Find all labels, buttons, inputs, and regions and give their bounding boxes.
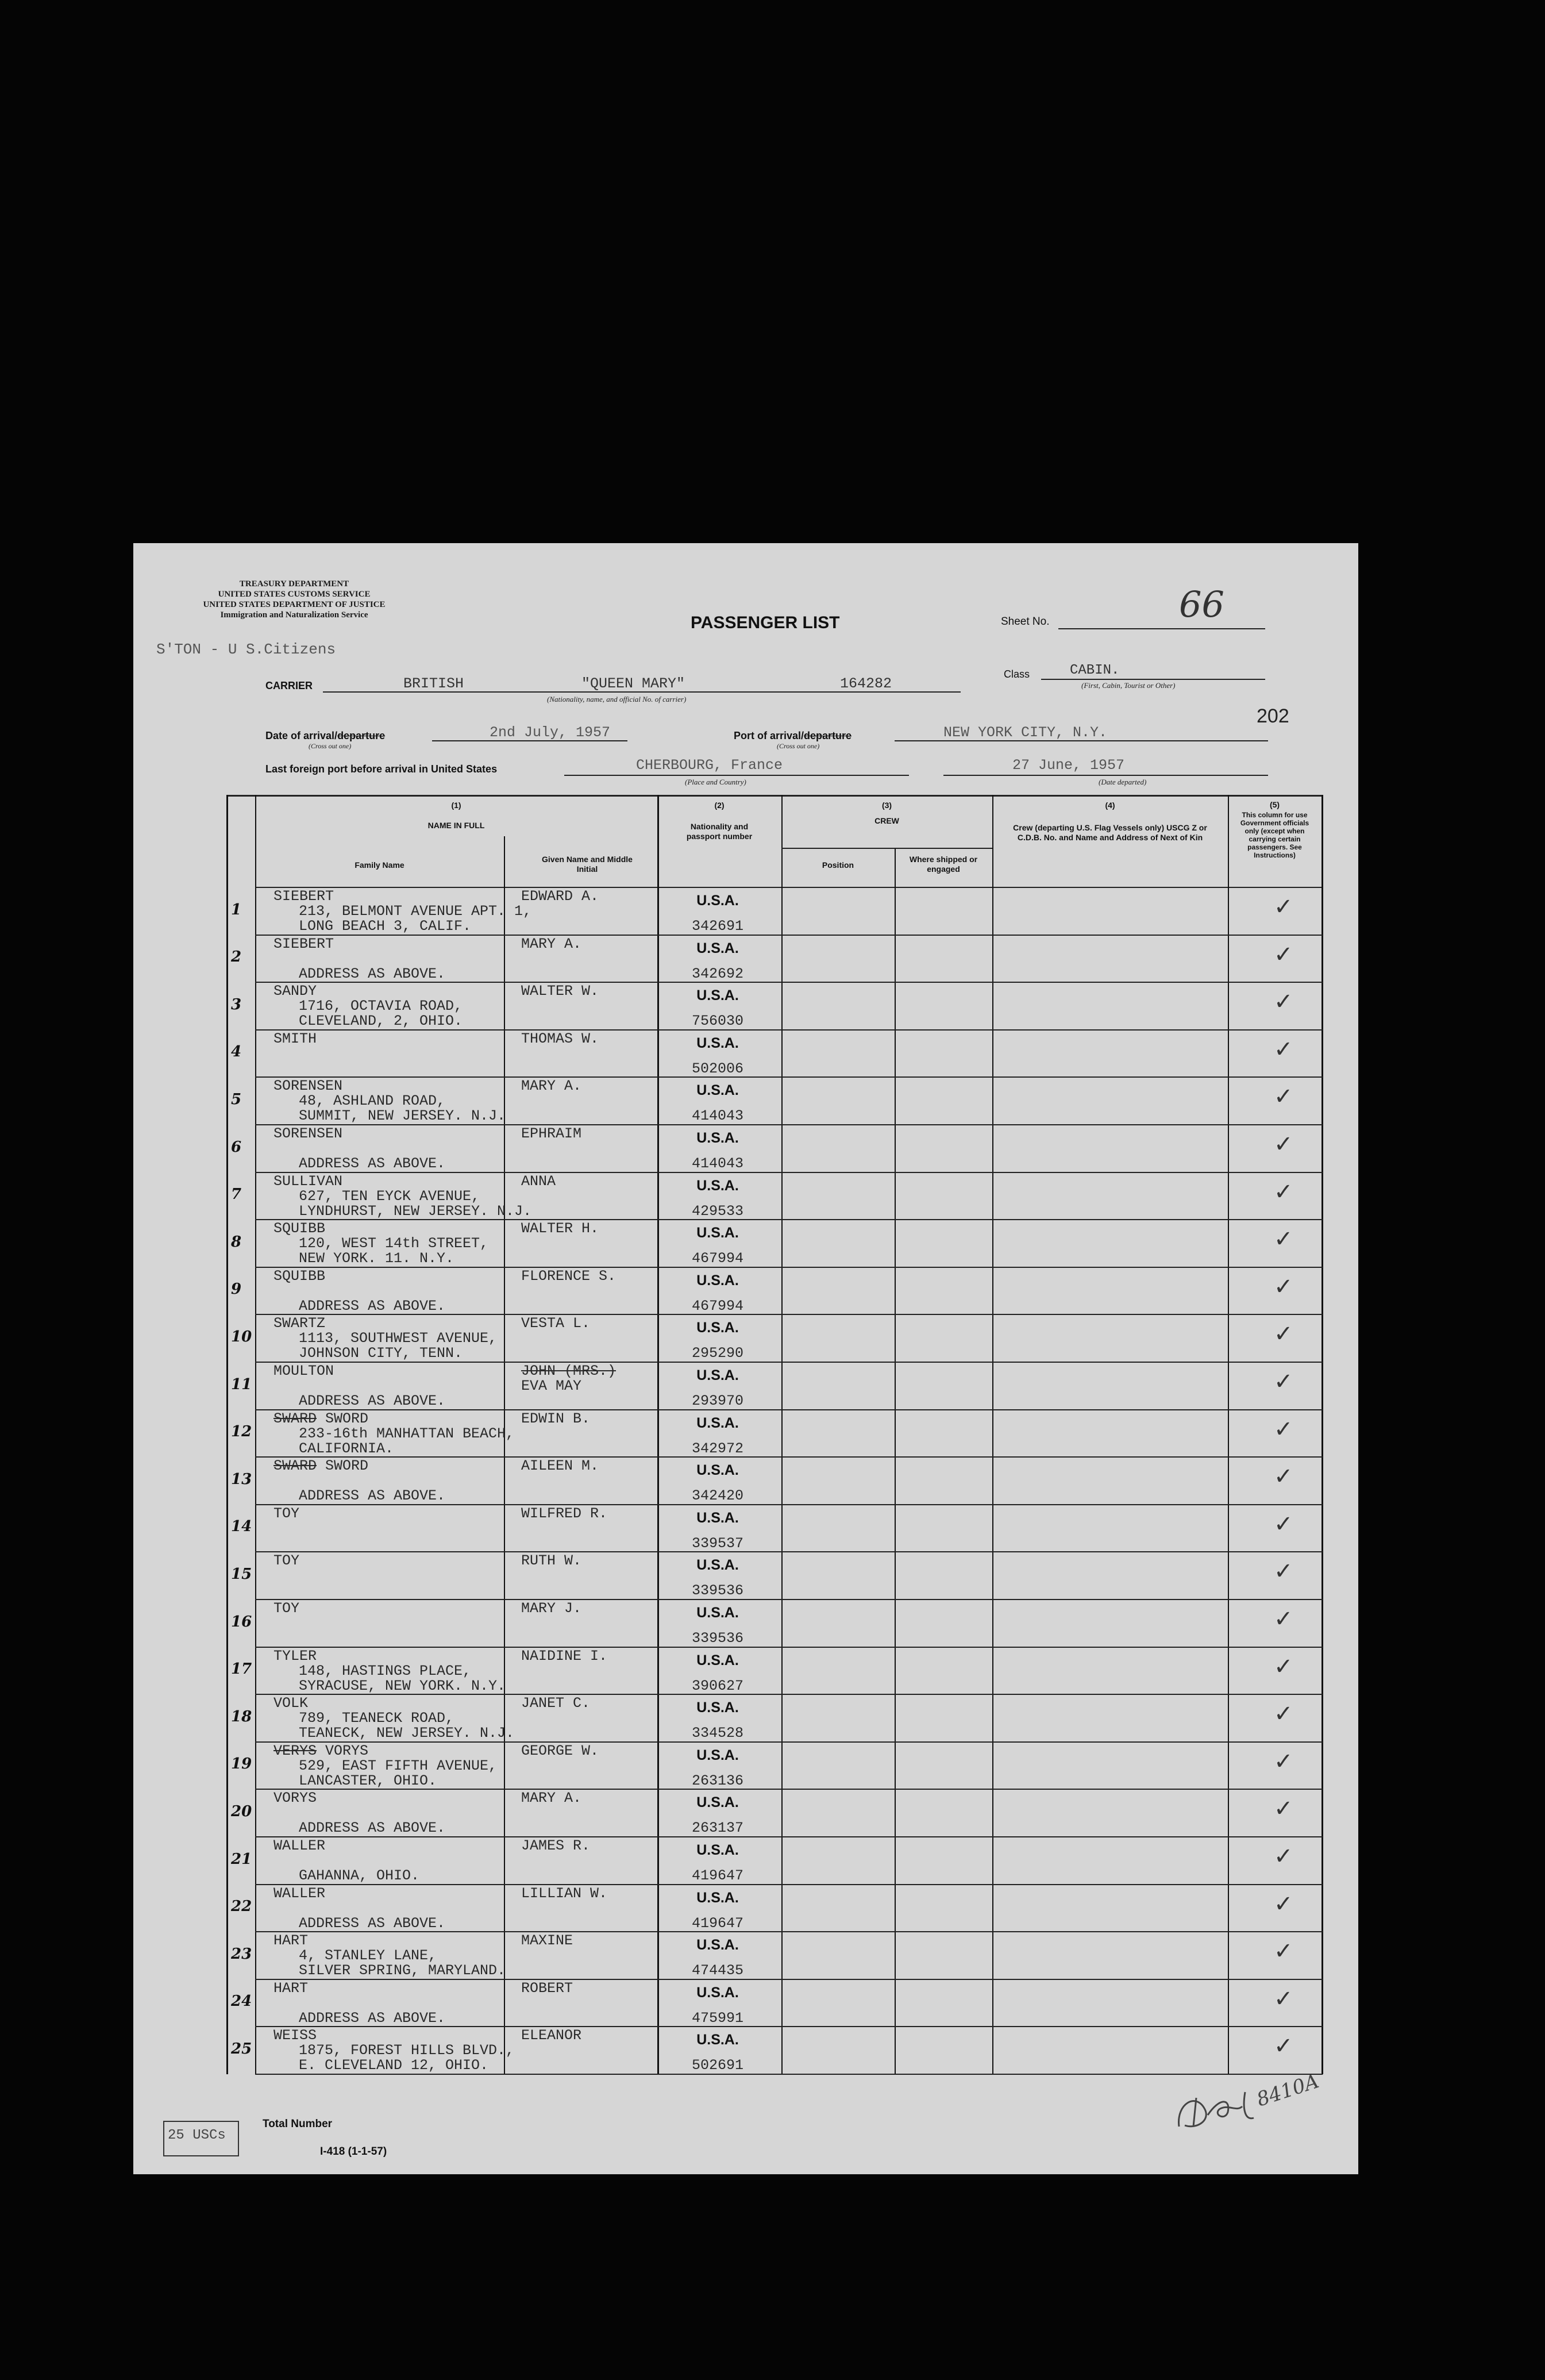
check-mark-icon: ✓ bbox=[1274, 941, 1293, 968]
family-name: SIEBERT bbox=[273, 935, 334, 952]
passport-number: 419647 bbox=[691, 1914, 743, 1932]
check-mark-icon: ✓ bbox=[1274, 2033, 1293, 2060]
sheet-line bbox=[1058, 628, 1265, 629]
given-name: MARY A. bbox=[521, 1078, 582, 1095]
address-line-1: 627, TEN EYCK AVENUE, bbox=[299, 1187, 480, 1205]
arrival-date: 2nd July, 1957 bbox=[490, 724, 611, 741]
struck-family-name: VERYS bbox=[273, 1742, 317, 1759]
table-row bbox=[133, 1741, 1358, 1789]
nationality: U.S.A. bbox=[696, 1889, 739, 1906]
arrival-port: NEW YORK CITY, N.Y. bbox=[943, 724, 1108, 741]
table-row bbox=[133, 1931, 1358, 1979]
row-number: 24 bbox=[231, 1993, 252, 2010]
table-row bbox=[133, 935, 1358, 982]
address-line-1: 1113, SOUTHWEST AVENUE, bbox=[299, 1330, 498, 1347]
corrected-given-name: EVA MAY bbox=[521, 1378, 582, 1394]
check-mark-icon: ✓ bbox=[1274, 1890, 1293, 1917]
class-line bbox=[1041, 679, 1265, 680]
check-mark-icon: ✓ bbox=[1274, 989, 1293, 1016]
form-number: I-418 (1-1-57) bbox=[320, 2146, 387, 2158]
address-line-2: ADDRESS AS ABOVE. bbox=[299, 1393, 446, 1409]
row-number: 2 bbox=[231, 948, 242, 966]
form-title: PASSENGER LIST bbox=[691, 613, 840, 632]
row-number: 11 bbox=[231, 1375, 252, 1393]
family-name: VOLK bbox=[273, 1695, 309, 1712]
check-mark-icon: ✓ bbox=[1274, 1748, 1293, 1775]
given-name: FLORENCE S. bbox=[521, 1267, 617, 1285]
passport-number: 419647 bbox=[691, 1867, 743, 1884]
struck-family-name: SWARD bbox=[273, 1458, 317, 1475]
check-mark-icon: ✓ bbox=[1274, 1938, 1293, 1965]
passport-number: 474435 bbox=[691, 1962, 743, 1979]
nationality: U.S.A. bbox=[696, 1035, 739, 1051]
address-line-1: 120, WEST 14th STREET, bbox=[299, 1235, 489, 1252]
last-port-line bbox=[564, 775, 909, 776]
given-name: ELEANOR bbox=[521, 2027, 582, 2044]
row-number: 15 bbox=[231, 1565, 252, 1583]
passport-number: 390627 bbox=[691, 1677, 743, 1694]
col5-num: (5) bbox=[1269, 800, 1280, 809]
nationality: U.S.A. bbox=[696, 1652, 739, 1668]
family-name: SORENSEN bbox=[273, 1078, 343, 1095]
table-row bbox=[133, 1599, 1358, 1647]
address-line-2: ADDRESS AS ABOVE. bbox=[299, 2009, 446, 2027]
nationality: U.S.A. bbox=[696, 1605, 739, 1621]
family-name: TYLER bbox=[273, 1647, 317, 1664]
row-number: 13 bbox=[231, 1470, 252, 1488]
nationality: U.S.A. bbox=[696, 1509, 739, 1526]
check-mark-icon: ✓ bbox=[1274, 1653, 1293, 1680]
citizens-stamp: S'TON - U S.Citizens bbox=[156, 641, 336, 658]
given-name: MARY A. bbox=[521, 935, 582, 952]
given-name: EDWARD A. bbox=[521, 888, 599, 905]
address-line-2: SYRACUSE, NEW YORK. N.Y. bbox=[299, 1677, 506, 1694]
passport-number: 475991 bbox=[691, 2009, 743, 2027]
class-label: Class bbox=[1004, 668, 1030, 680]
address-line-1: 148, HASTINGS PLACE, bbox=[299, 1662, 472, 1679]
col4-header bbox=[992, 801, 1228, 843]
passport-number: 342972 bbox=[691, 1440, 743, 1457]
address-line-2: GAHANNA, OHIO. bbox=[299, 1867, 420, 1884]
check-mark-icon: ✓ bbox=[1274, 1226, 1293, 1253]
given-name: JANET C. bbox=[521, 1695, 591, 1712]
table-row bbox=[133, 1314, 1358, 1362]
table-row bbox=[133, 1836, 1358, 1884]
passport-number: 429533 bbox=[691, 1202, 743, 1220]
family-name: SULLIVAN bbox=[273, 1172, 343, 1190]
col4-num: (4) bbox=[1105, 801, 1115, 810]
address-line-1: 48, ASHLAND ROAD, bbox=[299, 1093, 446, 1110]
check-mark-icon: ✓ bbox=[1274, 1843, 1293, 1870]
col5-title: This column for use Government officials only (except when carrying certain passengers. See Instructions) bbox=[1240, 811, 1309, 859]
nationality: U.S.A. bbox=[696, 1130, 739, 1146]
check-mark-icon: ✓ bbox=[1274, 1273, 1293, 1300]
agency-line: UNITED STATES CUSTOMS SERVICE bbox=[218, 590, 371, 599]
given-name: WALTER W. bbox=[521, 983, 599, 1000]
passport-number: 334528 bbox=[691, 1725, 743, 1742]
row-number: 12 bbox=[231, 1423, 252, 1441]
row-number: 23 bbox=[231, 1945, 252, 1963]
nationality: U.S.A. bbox=[696, 1700, 739, 1716]
table-row bbox=[133, 1647, 1358, 1694]
nationality: U.S.A. bbox=[696, 940, 739, 956]
last-port-value: CHERBOURG, France bbox=[636, 757, 783, 774]
class-value: CABIN. bbox=[1070, 663, 1120, 678]
passport-number: 263137 bbox=[691, 1820, 743, 1837]
nationality: U.S.A. bbox=[696, 1794, 739, 1811]
given-name: LILLIAN W. bbox=[521, 1885, 608, 1902]
given-name: ROBERT bbox=[521, 1979, 573, 1997]
passport-number: 414043 bbox=[691, 1108, 743, 1125]
sheet-label: Sheet No. bbox=[1001, 616, 1050, 628]
passport-number: 295290 bbox=[691, 1345, 743, 1362]
table-row bbox=[133, 887, 1358, 935]
check-mark-icon: ✓ bbox=[1274, 1985, 1293, 2012]
col3-num: (3) bbox=[881, 801, 892, 810]
departed-date: 27 June, 1957 bbox=[1012, 757, 1125, 774]
table-row bbox=[133, 1362, 1358, 1409]
given-name: MARY A. bbox=[521, 1790, 582, 1807]
nationality: U.S.A. bbox=[696, 1414, 739, 1431]
table-row bbox=[133, 1409, 1358, 1457]
table-row bbox=[133, 1694, 1358, 1741]
table-row bbox=[133, 1172, 1358, 1220]
family-name: SWARTZ bbox=[273, 1315, 326, 1332]
nationality: U.S.A. bbox=[696, 2032, 739, 2048]
row-number: 5 bbox=[231, 1090, 242, 1108]
passport-number: 293970 bbox=[691, 1393, 743, 1409]
address-line-2: LANCASTER, OHIO. bbox=[299, 1772, 437, 1789]
passport-number: 342692 bbox=[691, 965, 743, 982]
row-number: 1 bbox=[231, 901, 242, 918]
family-name: SQUIBB bbox=[273, 1220, 326, 1237]
table-row bbox=[133, 1789, 1358, 1836]
address-line-2: NEW YORK. 11. N.Y. bbox=[299, 1250, 454, 1267]
family-name: SORENSEN bbox=[273, 1125, 343, 1142]
address-line-2: ADDRESS AS ABOVE. bbox=[299, 965, 446, 982]
given-name: EDWIN B. bbox=[521, 1410, 591, 1427]
passport-number: 339536 bbox=[691, 1582, 743, 1600]
row-number: 7 bbox=[231, 1186, 242, 1204]
family-name: VORYS bbox=[273, 1790, 317, 1807]
family-name: HART bbox=[273, 1979, 309, 1997]
date-caption: (Cross out one) bbox=[309, 742, 352, 750]
row-number: 6 bbox=[231, 1138, 242, 1156]
table-row bbox=[133, 1504, 1358, 1552]
table-row bbox=[133, 1219, 1358, 1267]
family-name: WALLER bbox=[273, 1885, 326, 1902]
address-line-1: 789, TEANECK ROAD, bbox=[299, 1710, 454, 1727]
address-line-2: ADDRESS AS ABOVE. bbox=[299, 1487, 446, 1505]
address-line-2: CLEVELAND, 2, OHIO. bbox=[299, 1013, 463, 1030]
family-name: SMITH bbox=[273, 1030, 317, 1047]
row-number: 20 bbox=[231, 1802, 252, 1820]
agency-line: UNITED STATES DEPARTMENT OF JUSTICE bbox=[203, 600, 386, 609]
passport-number: 467994 bbox=[691, 1297, 743, 1314]
family-name bbox=[273, 1744, 368, 1759]
struck-family-name: SWARD bbox=[273, 1410, 317, 1427]
row-number: 3 bbox=[231, 995, 242, 1013]
table-row bbox=[133, 1456, 1358, 1504]
given-name: GEORGE W. bbox=[521, 1742, 599, 1759]
row-number: 16 bbox=[231, 1613, 252, 1631]
count-box bbox=[163, 2121, 239, 2156]
table-row bbox=[133, 1551, 1358, 1599]
agency-header bbox=[179, 579, 409, 620]
passport-number: 502006 bbox=[691, 1060, 743, 1077]
address-line-2: ADDRESS AS ABOVE. bbox=[299, 1297, 446, 1314]
row-number: 14 bbox=[231, 1518, 252, 1536]
address-line-1: 233-16th MANHATTAN BEACH, bbox=[299, 1425, 515, 1442]
address-line-2: ADDRESS AS ABOVE. bbox=[299, 1914, 446, 1932]
row-number: 17 bbox=[231, 1660, 252, 1678]
row-number: 22 bbox=[231, 1898, 252, 1916]
row-number: 8 bbox=[231, 1233, 242, 1251]
given-name: THOMAS W. bbox=[521, 1030, 599, 1047]
address-line-2: SILVER SPRING, MARYLAND. bbox=[299, 1962, 506, 1979]
nationality: U.S.A. bbox=[696, 1462, 739, 1479]
col5-header bbox=[1228, 801, 1321, 859]
check-mark-icon: ✓ bbox=[1274, 1131, 1293, 1158]
family-header: Family Name bbox=[355, 860, 404, 870]
given-name: WALTER H. bbox=[521, 1220, 599, 1237]
col3-header bbox=[781, 801, 992, 826]
col4-title: Crew (departing U.S. Flag Vessels only) USCG Z or C.D.B. No. and Name and Address of Next of Kin bbox=[1013, 823, 1207, 842]
nationality: U.S.A. bbox=[696, 1225, 739, 1241]
passport-number: 467994 bbox=[691, 1250, 743, 1267]
official-signature bbox=[1173, 2058, 1323, 2144]
given-name: WILFRED R. bbox=[521, 1505, 608, 1522]
nationality: U.S.A. bbox=[696, 1842, 739, 1858]
check-mark-icon: ✓ bbox=[1274, 1510, 1293, 1537]
check-mark-icon: ✓ bbox=[1274, 1558, 1293, 1585]
address-line-2: JOHNSON CITY, TENN. bbox=[299, 1345, 463, 1362]
corrected-family-name: VORYS bbox=[317, 1742, 369, 1759]
departed-caption: (Date departed) bbox=[1099, 778, 1147, 786]
address-line-2: LYNDHURST, NEW JERSEY. N.J. bbox=[299, 1202, 532, 1220]
col2-title: Nationality and passport number bbox=[686, 822, 753, 841]
table-row bbox=[133, 982, 1358, 1029]
family-name: TOY bbox=[273, 1505, 300, 1522]
address-line-2: CALIFORNIA. bbox=[299, 1440, 394, 1457]
given-name: NAIDINE I. bbox=[521, 1647, 608, 1664]
corrected-family-name: SWORD bbox=[317, 1410, 369, 1427]
row-number: 18 bbox=[231, 1708, 252, 1725]
row-number: 21 bbox=[231, 1850, 252, 1868]
family-name: SANDY bbox=[273, 983, 317, 1000]
passport-number: 342420 bbox=[691, 1487, 743, 1505]
position-header: Position bbox=[822, 860, 854, 870]
nationality: U.S.A. bbox=[696, 1320, 739, 1336]
passport-number: 342691 bbox=[691, 918, 743, 935]
family-name: SQUIBB bbox=[273, 1267, 326, 1285]
given-name: AILEEN M. bbox=[521, 1458, 599, 1475]
col1-title: NAME IN FULL bbox=[427, 821, 485, 830]
family-name: HART bbox=[273, 1932, 309, 1950]
table-row bbox=[133, 1124, 1358, 1172]
address-line-2: SUMMIT, NEW JERSEY. N.J. bbox=[299, 1108, 506, 1125]
family-name: SIEBERT bbox=[273, 888, 334, 905]
address-line-1: 1875, FOREST HILLS BLVD., bbox=[299, 2042, 515, 2059]
given-name: ANNA bbox=[521, 1172, 556, 1190]
last-port-label: Last foreign port before arrival in United States bbox=[265, 763, 498, 775]
corrected-family-name: SWORD bbox=[317, 1458, 369, 1475]
col1-num: (1) bbox=[451, 801, 461, 810]
row-rule bbox=[255, 2074, 1323, 2075]
row-number: 19 bbox=[231, 1755, 252, 1773]
row-number: 25 bbox=[231, 2040, 252, 2058]
nationality: U.S.A. bbox=[696, 1557, 739, 1574]
carrier-name: "QUEEN MARY" bbox=[581, 675, 685, 692]
given-name: EPHRAIM bbox=[521, 1125, 582, 1142]
check-mark-icon: ✓ bbox=[1274, 1795, 1293, 1823]
given-name: JAMES R. bbox=[521, 1837, 591, 1854]
passport-number: 414043 bbox=[691, 1155, 743, 1172]
passport-number: 263136 bbox=[691, 1772, 743, 1789]
count-box-text: 25 USCs bbox=[168, 2128, 226, 2143]
check-mark-icon: ✓ bbox=[1274, 1463, 1293, 1490]
check-mark-icon: ✓ bbox=[1274, 1606, 1293, 1632]
where-header: Where shipped or engaged bbox=[909, 855, 978, 874]
address-line-1: 1716, OCTAVIA ROAD, bbox=[299, 998, 463, 1015]
nationality: U.S.A. bbox=[696, 1367, 739, 1383]
table-row bbox=[133, 1029, 1358, 1077]
row-number: 10 bbox=[231, 1328, 252, 1345]
carrier-number: 164282 bbox=[840, 675, 892, 692]
nationality: U.S.A. bbox=[696, 1177, 739, 1194]
address-line-1: 213, BELMONT AVENUE APT. 1, bbox=[299, 903, 532, 920]
row-number: 9 bbox=[231, 1281, 242, 1298]
carrier-nationality: BRITISH bbox=[403, 675, 464, 692]
nationality: U.S.A. bbox=[696, 1984, 739, 2001]
address-line-2: TEANECK, NEW JERSEY. N.J. bbox=[299, 1725, 515, 1742]
family-name bbox=[273, 1412, 368, 1427]
address-line-2: ADDRESS AS ABOVE. bbox=[299, 1820, 446, 1837]
address-line-2: ADDRESS AS ABOVE. bbox=[299, 1155, 446, 1172]
col2-num: (2) bbox=[714, 801, 725, 810]
table-row bbox=[133, 1979, 1358, 2027]
check-mark-icon: ✓ bbox=[1274, 1701, 1293, 1728]
port-caption: (Cross out one) bbox=[777, 742, 820, 750]
given-name: VESTA L. bbox=[521, 1315, 591, 1332]
table-row bbox=[133, 1267, 1358, 1314]
check-mark-icon: ✓ bbox=[1274, 1321, 1293, 1348]
nationality: U.S.A. bbox=[696, 1937, 739, 1954]
family-name: MOULTON bbox=[273, 1363, 334, 1379]
signature-note: 8410A bbox=[1254, 2070, 1322, 2112]
class-caption: (First, Cabin, Tourist or Other) bbox=[1081, 681, 1176, 690]
given-name: RUTH W. bbox=[521, 1552, 582, 1570]
agency-line: Immigration and Naturalization Service bbox=[220, 610, 368, 620]
family-name: WEISS bbox=[273, 2027, 317, 2044]
check-mark-icon: ✓ bbox=[1274, 1368, 1293, 1395]
row-number: 4 bbox=[231, 1043, 242, 1061]
total-label: Total Number bbox=[263, 2118, 333, 2130]
date-label: Date of arrival/departure bbox=[265, 730, 386, 741]
nationality: U.S.A. bbox=[696, 1082, 739, 1099]
given-header: Given Name and Middle Initial bbox=[542, 855, 633, 874]
agency-line: TREASURY DEPARTMENT bbox=[239, 579, 349, 589]
passport-number: 339536 bbox=[691, 1630, 743, 1647]
struck-given-name: JOHN (MRS.) bbox=[521, 1363, 617, 1379]
family-name: TOY bbox=[273, 1552, 300, 1570]
check-mark-icon: ✓ bbox=[1274, 1178, 1293, 1205]
address-line-2: E. CLEVELAND 12, OHIO. bbox=[299, 2057, 489, 2074]
address-line-2: LONG BEACH 3, CALIF. bbox=[299, 918, 472, 935]
sheet-number: 66 bbox=[1179, 583, 1224, 625]
table-row bbox=[133, 1884, 1358, 1932]
passport-number: 756030 bbox=[691, 1013, 743, 1030]
nationality: U.S.A. bbox=[696, 1747, 739, 1763]
passenger-list-sheet bbox=[133, 543, 1358, 2174]
address-line-1: 4, STANLEY LANE, bbox=[299, 1947, 437, 1964]
col3-title: CREW bbox=[874, 816, 899, 825]
last-port-caption: (Place and Country) bbox=[685, 778, 746, 786]
table-top-rule bbox=[226, 795, 1323, 797]
col2-header bbox=[657, 801, 781, 841]
list-number: 202 bbox=[1257, 705, 1289, 727]
family-name: TOY bbox=[273, 1600, 300, 1617]
family-name: WALLER bbox=[273, 1837, 326, 1854]
given-name: MAXINE bbox=[521, 1932, 573, 1950]
check-mark-icon: ✓ bbox=[1274, 1083, 1293, 1110]
carrier-caption: (Nationality, name, and official No. of carrier) bbox=[547, 695, 687, 703]
check-mark-icon: ✓ bbox=[1274, 894, 1293, 920]
table-row bbox=[133, 1076, 1358, 1124]
carrier-label: CARRIER bbox=[265, 680, 313, 691]
given-name: MARY J. bbox=[521, 1600, 582, 1617]
nationality: U.S.A. bbox=[696, 1272, 739, 1289]
family-name bbox=[273, 1459, 368, 1474]
col1-header bbox=[255, 801, 657, 830]
check-mark-icon: ✓ bbox=[1274, 1416, 1293, 1443]
passport-number: 502691 bbox=[691, 2057, 743, 2074]
departed-line bbox=[943, 775, 1268, 776]
passport-number: 339537 bbox=[691, 1535, 743, 1552]
crew-subrule bbox=[781, 848, 992, 849]
address-line-1: 529, EAST FIFTH AVENUE, bbox=[299, 1757, 498, 1774]
given-name bbox=[521, 1364, 616, 1394]
nationality: U.S.A. bbox=[696, 987, 739, 1004]
port-label: Port of arrival/departure bbox=[734, 730, 852, 741]
check-mark-icon: ✓ bbox=[1274, 1036, 1293, 1063]
nationality: U.S.A. bbox=[696, 893, 739, 909]
